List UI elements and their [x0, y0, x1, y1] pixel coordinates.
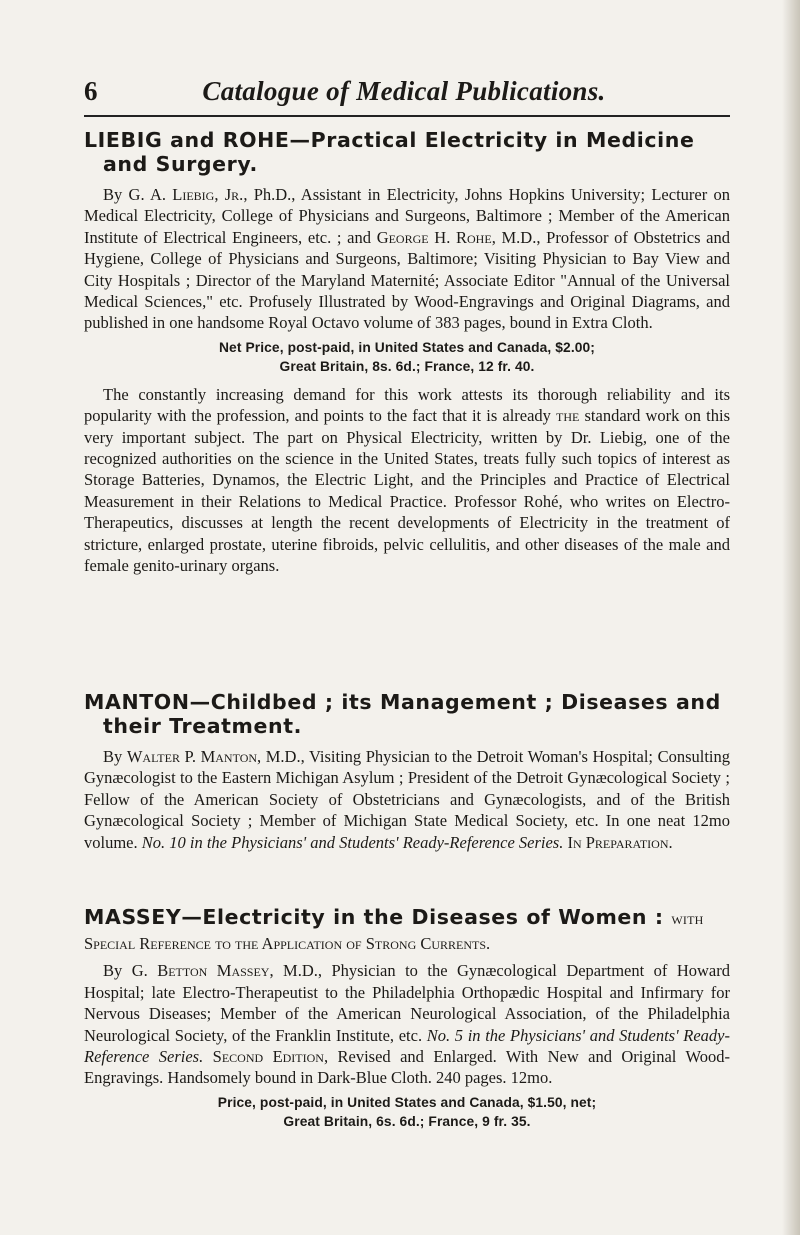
entry-liebig-rohe [84, 128, 730, 577]
author-name: Walter P. Manton [126, 747, 258, 766]
price-block [84, 338, 730, 376]
entry-heading [84, 905, 730, 931]
entry-title-continued: and Surgery. [103, 152, 258, 176]
price-line: Great Britain, 6s. 6d.; France, 9 fr. 35. [283, 1113, 531, 1129]
desc-text: , M.D., Physician to the Gynæcological Department of Howard Hospital; late Electro-Therapeutist to the Philadelphia Orthopædic Hospital and Infirmary for Nervous Diseases; Member of the American Neurological Association, of the Philadelphia Neurological Society, of the Franklin Institute, etc. [84, 961, 730, 1045]
desc-text: By [103, 961, 132, 981]
desc-text: By [103, 185, 129, 204]
price-block [84, 1093, 730, 1131]
header-rule [84, 115, 730, 117]
desc-text: , M.D., Visiting Physician to the Detroit Woman's Hospital; Consulting Gynæcologist to the Eastern Michigan Asylum ; President of the Detroit Gynæcological Society ; Fellow of the American Society of Obstetricians and Gynæcologists, and of the British Gynæcological Society ; Member of Michigan State Medical Society, etc. In one neat 12mo volume. [84, 747, 730, 852]
running-title: Catalogue of Medical Publications. [202, 76, 606, 106]
page-edge [782, 0, 800, 1235]
status-note: In Preparation. [567, 832, 673, 852]
series-note: No. 5 in the Physicians' and Students' Ready-Reference Series. [84, 1025, 730, 1067]
desc-text: , Revised and Enlarged. With New and Original Wood-Engravings. Handsomely bound in Dark-Blue Cloth. 240 pages. 12mo. [84, 1047, 730, 1088]
entry-review [84, 384, 730, 577]
price-line: Net Price, post-paid, in United States and Canada, $2.00; [218, 339, 595, 355]
author-name: George H. Rohe [376, 227, 492, 247]
desc-text: , M.D., Professor of Obstetrics and Hygiene, College of Physicians and Surgeons, Baltimore; Visiting Physician to Bay View and City Hospitals ; Director of the Maryland Maternité; Associate Editor "Annual of the Universal Medical Sciences," etc. Profusely Illustrated by Wood-Engravings and Original Diagrams, and published in one handsome Royal Octavo volume of 383 pages, bound in Extra Cloth. [84, 227, 730, 333]
edition-note: Second Edition [212, 1047, 324, 1067]
entry-title: LIEBIG and ROHE—Practical Electricity in Medicine [84, 128, 695, 152]
desc-text: , Ph.D., Assistant in Electricity, Johns Hopkins University; Lecturer on Medical Electricity, College of Physicians and Surgeons, Baltimore ; Member of the American Institute of Electrical Engineers, etc. ; and [84, 185, 731, 247]
entry-title-continued: their Treatment. [103, 714, 302, 738]
review-emphasis: the [556, 406, 580, 426]
entry-title: MANTON—Childbed ; its Management ; Diseases and [84, 690, 721, 714]
entry-heading [84, 690, 730, 738]
entry-subheading [84, 933, 730, 954]
entry-description [84, 960, 730, 1088]
entry-title-tail: with [671, 909, 704, 928]
price-line: Price, post-paid, in United States and Canada, $1.50, net; [217, 1094, 597, 1110]
author-name: G. Betton Massey [131, 961, 270, 981]
price-line: Great Britain, 8s. 6d.; France, 12 fr. 40. [279, 358, 535, 374]
review-text: The constantly increasing demand for this work attests its thorough reliability and its popularity with the profession, and points to the fact that it is already [84, 384, 730, 426]
entry-title: MASSEY—Electricity in the Diseases of Women : [84, 905, 664, 929]
entry-heading [84, 128, 730, 176]
page-number: 6 [84, 76, 98, 106]
entry-description [84, 184, 730, 334]
entry-massey [84, 905, 730, 1131]
series-note: No. 10 in the Physicians' and Students' Ready-Reference Series. [141, 832, 564, 852]
entry-manton [84, 690, 730, 853]
review-text: standard work on this very important subject. The part on Physical Electricity, written by Dr. Liebig, one of the recognized authorities on the science in the United States, treats fully such topics of interest as Storage Batteries, Dynamos, the Electric Light, and the Principles and Practice of Electrical Measurement in their Relations to Medical Practice. Professor Rohé, who writes on Electro-Therapeutics, discusses at length the recent developments of Electricity in the treatment of stricture, enlarged prostate, uterine fibroids, pelvic cellulitis, and other diseases of the male and female genito-urinary organs. [84, 406, 730, 576]
desc-text: By [103, 747, 127, 766]
entry-description [84, 746, 730, 853]
subheading-text: Special Reference to the Application of Strong Currents. [84, 934, 491, 953]
running-head [84, 76, 724, 110]
author-name: G. A. Liebig, Jr. [128, 185, 244, 204]
